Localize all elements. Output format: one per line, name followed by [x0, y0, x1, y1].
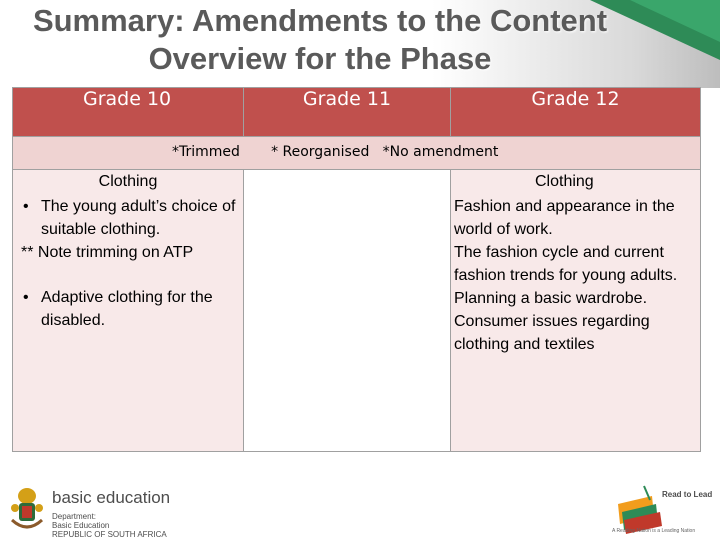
grade-10-cell — [13, 170, 244, 452]
department-name: basic education — [52, 488, 171, 507]
department-subtitle — [52, 512, 167, 539]
header-grade-11: Grade 11 — [244, 88, 451, 137]
department-line-3: REPUBLIC OF SOUTH AFRICA — [52, 530, 167, 539]
content-overview-table — [12, 87, 701, 452]
list-item: • The young adult’s choice of suitable clothing. — [21, 195, 243, 241]
grade-12-body: Fashion and appearance in the world of work. The fashion cycle and current fashion trends for young adults. Planning a basic wardrobe. Consumer issues regarding clothing and textiles — [454, 198, 678, 353]
grade-10-heading: Clothing — [98, 173, 158, 190]
header-row — [13, 88, 701, 137]
read-to-lead-logo — [604, 476, 716, 538]
header-grade-12: Grade 12 — [451, 88, 701, 137]
campaign-title: Read to Lead — [662, 490, 713, 499]
content-row — [13, 170, 701, 452]
corner-decoration-inner — [630, 0, 720, 42]
department-line-1: Department: — [52, 512, 97, 521]
coat-of-arms-icon — [8, 484, 46, 534]
amendment-legend: *Trimmed * Reorganised *No amendment — [172, 144, 499, 160]
grade-11-cell — [244, 170, 451, 452]
grade-12-heading: Clothing — [535, 173, 594, 190]
grade-10-list — [13, 195, 243, 241]
campaign-subtitle: A Reading Nation is a Leading Nation — [612, 528, 696, 534]
department-line-2: Basic Education — [52, 521, 110, 530]
trimming-note: ** Note trimming on ATP — [21, 244, 194, 261]
grade-12-cell — [451, 170, 701, 452]
header-grade-10: Grade 10 — [13, 88, 244, 137]
grade-10-list-2 — [13, 286, 243, 332]
department-logo — [8, 482, 248, 540]
list-item: • Adaptive clothing for the disabled. — [21, 286, 243, 332]
slide-title: Summary: Amendments to the Content Overview for the Phase — [32, 3, 608, 76]
